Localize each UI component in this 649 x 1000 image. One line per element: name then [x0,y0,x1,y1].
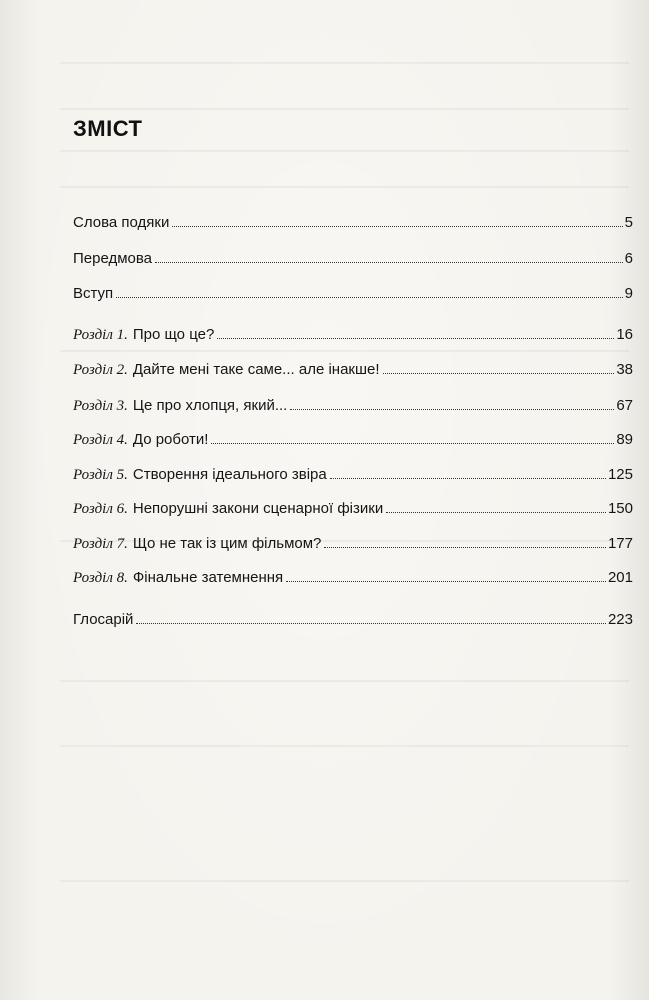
toc-entry-label: Непорушні закони сценарної фізики [132,500,384,517]
dot-leader [324,547,606,548]
toc-entry-page: 67 [616,397,633,414]
toc-entry-label: До роботи! [132,431,209,448]
chapter-number: Розділ 4. [73,432,128,448]
chapter-number: Розділ 8. [73,570,128,586]
toc-entry-page: 6 [624,250,633,267]
dot-leader [155,262,623,263]
toc-entry-label: Передмова [73,250,153,267]
toc-entry-front-3 [73,285,633,302]
toc-entry-page: 16 [616,326,633,343]
dot-leader [383,373,615,374]
toc-entry-label: Створення ідеального звіра [132,466,327,483]
show-through-line [60,680,629,682]
chapter-number: Розділ 6. [73,501,128,517]
dot-leader [286,581,606,582]
toc-entry-chapter-4 [73,431,633,449]
toc-entry-page: 150 [607,500,633,517]
chapter-number: Розділ 1. [73,327,128,343]
chapter-number: Розділ 5. [73,467,128,483]
page-title: ЗМІСТ [73,116,143,141]
show-through-line [60,150,629,152]
toc-entry-chapter-8 [73,569,633,587]
dot-leader [330,478,606,479]
dot-leader [172,226,622,227]
dot-leader [211,443,614,444]
toc-entry-chapter-5 [73,466,633,484]
dot-leader [386,512,606,513]
toc-entry-page: 9 [624,285,633,302]
show-through-line [60,745,629,747]
toc-entry-page: 38 [616,361,633,378]
dot-leader [136,623,606,624]
dot-leader [290,409,614,410]
chapter-number: Розділ 7. [73,536,128,552]
toc-entry-label: Що не так із цим фільмом? [132,535,322,552]
chapter-number: Розділ 2. [73,362,128,378]
toc-entry-chapter-2 [73,361,633,379]
toc-entry-label: Це про хлопця, який... [132,397,288,414]
toc-entry-page: 89 [616,431,633,448]
chapter-number: Розділ 3. [73,398,128,414]
toc-entry-front-2 [73,250,633,267]
toc-entry-page: 177 [607,535,633,552]
show-through-line [60,108,629,110]
toc-entry-chapter-7 [73,535,633,553]
toc-entry-chapter-3 [73,397,633,415]
toc-entry-page: 223 [607,611,633,628]
toc-entry-page: 201 [607,569,633,586]
toc-entry-chapter-1 [73,326,633,344]
show-through-line [60,880,629,882]
toc-entry-page: 5 [624,214,633,231]
toc-entry-label: Про що це? [132,326,215,343]
toc-entry-back-1 [73,611,633,628]
toc-entry-label: Фінальне затемнення [132,569,284,586]
show-through-line [60,62,629,64]
dot-leader [116,297,622,298]
show-through-line [60,350,629,352]
dot-leader [217,338,614,339]
toc-entry-label: Дайте мені таке саме... але інакше! [132,361,380,378]
toc-entry-label: Слова подяки [73,214,170,231]
toc-entry-label: Глосарій [73,611,134,628]
toc-entry-label: Вступ [73,285,114,302]
toc-entry-page: 125 [607,466,633,483]
toc-entry-front-1 [73,214,633,231]
show-through-line [60,186,629,188]
toc-entry-chapter-6 [73,500,633,518]
